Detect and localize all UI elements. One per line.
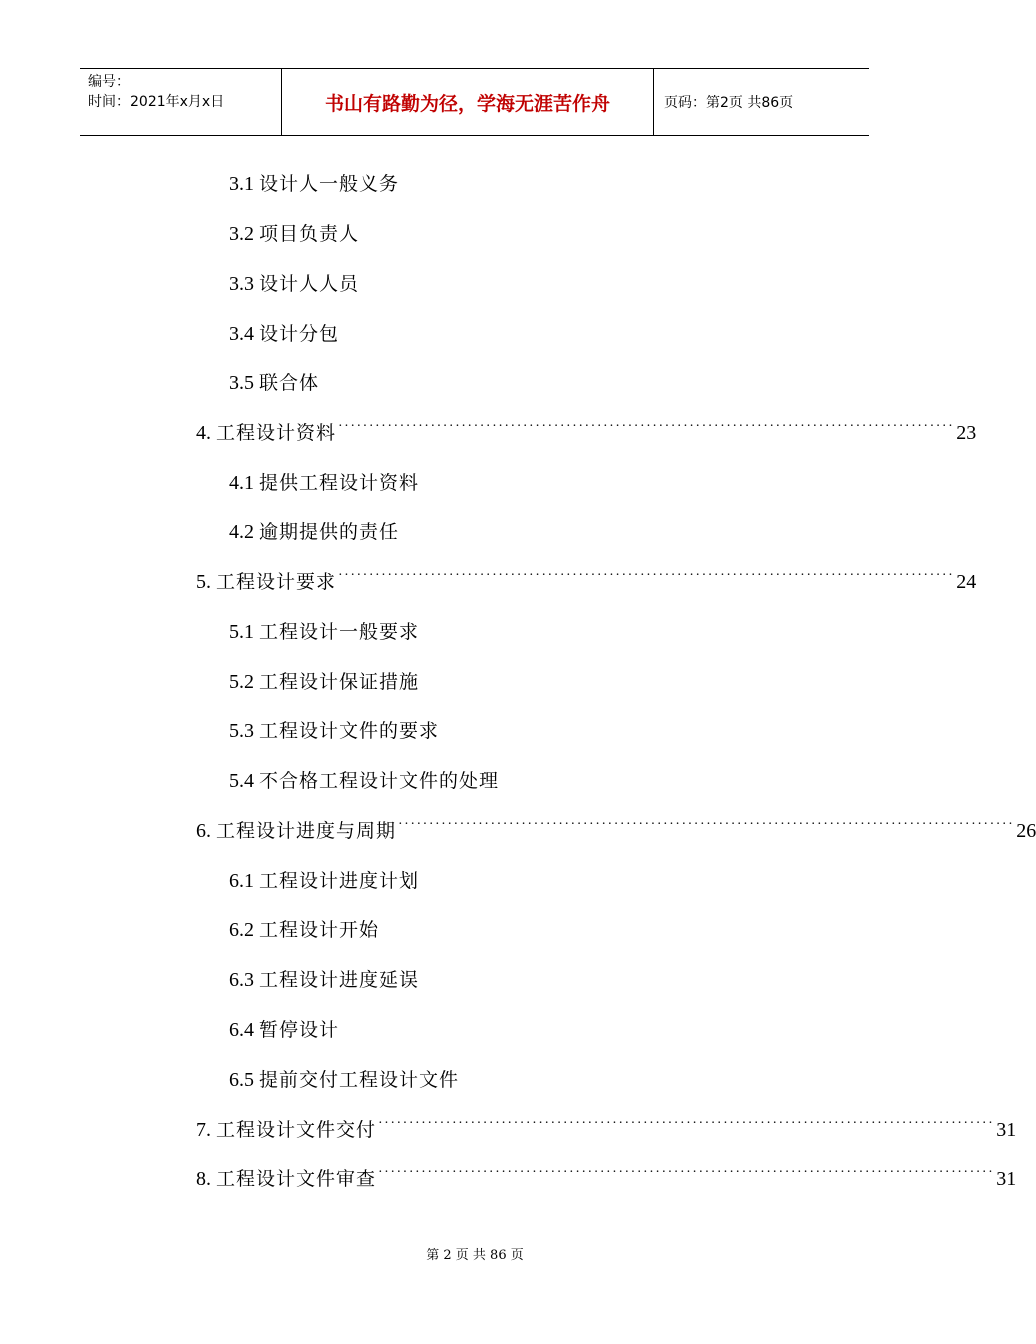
- toc-entry[interactable]: [229, 468, 419, 498]
- toc-entry-title: 逾期提供的责任: [259, 521, 400, 543]
- toc-entry[interactable]: [229, 667, 419, 697]
- toc-entry-number: 5.4: [229, 770, 254, 792]
- toc-entry-number: 3.4: [229, 323, 254, 345]
- toc-entry[interactable]: [229, 617, 419, 647]
- toc-entry-title: 设计人一般义务: [259, 173, 400, 195]
- number-label: 编号：: [88, 74, 130, 90]
- page-header: [80, 68, 869, 136]
- toc-entry-title: 工程设计文件的要求: [259, 720, 440, 742]
- toc-entry-number: 8.: [196, 1168, 211, 1190]
- toc-entry-number: 6.3: [229, 969, 254, 991]
- toc-entry-page: 23: [956, 422, 977, 444]
- toc-entry-page: 24: [956, 571, 977, 593]
- toc-entry-number: 6.5: [229, 1069, 254, 1091]
- toc-chapter-entry[interactable]: [196, 816, 1036, 846]
- toc-entry[interactable]: [229, 169, 399, 199]
- toc-entry[interactable]: [229, 915, 379, 945]
- toc-entry-title: 工程设计文件交付: [216, 1119, 377, 1141]
- toc-entry-number: 6.: [196, 820, 211, 842]
- toc-entry-title: 工程设计文件审查: [216, 1168, 377, 1190]
- toc-entry-title: 工程设计要求: [216, 571, 337, 593]
- toc-entry-title: 工程设计开始: [259, 919, 380, 941]
- toc-entry-page: 31: [996, 1119, 1017, 1141]
- leader-dots: ····································································································: [338, 419, 955, 434]
- toc-entry-number: 4.2: [229, 521, 254, 543]
- toc-entry-number: 3.5: [229, 372, 254, 394]
- leader-dots: ····································································································: [378, 1165, 995, 1180]
- toc-entry[interactable]: [229, 866, 419, 896]
- toc-entry[interactable]: [229, 766, 499, 796]
- toc-entry-page: 31: [996, 1168, 1017, 1190]
- toc-entry[interactable]: [229, 716, 439, 746]
- toc-entry-number: 7.: [196, 1119, 211, 1141]
- toc-chapter-entry[interactable]: [196, 418, 977, 448]
- toc-chapter-entry[interactable]: [196, 1164, 1017, 1194]
- toc-entry-title: 工程设计进度计划: [259, 870, 420, 892]
- toc-entry-number: 5.3: [229, 720, 254, 742]
- header-motto: 书山有路勤为径，学海无涯苦作舟: [282, 69, 654, 135]
- toc-entry-title: 工程设计资料: [216, 422, 337, 444]
- toc-entry-number: 3.2: [229, 223, 254, 245]
- toc-entry-title: 设计人人员: [259, 273, 360, 295]
- toc-entry-title: 工程设计进度延误: [259, 969, 420, 991]
- leader-dots: ····································································································: [378, 1116, 995, 1131]
- leader-dots: ····································································································: [338, 568, 955, 583]
- toc-entry-number: 6.4: [229, 1019, 254, 1041]
- toc-entry-number: 3.1: [229, 173, 254, 195]
- toc-entry-title: 提前交付工程设计文件: [259, 1069, 460, 1091]
- toc-entry-number: 5.1: [229, 621, 254, 643]
- toc-entry[interactable]: [229, 269, 359, 299]
- toc-entry-number: 4.1: [229, 472, 254, 494]
- toc-entry-title: 工程设计一般要求: [259, 621, 420, 643]
- toc-entry-title: 提供工程设计资料: [259, 472, 420, 494]
- toc-chapter-entry[interactable]: [196, 1115, 1017, 1145]
- toc-entry[interactable]: [229, 219, 359, 249]
- toc-entry[interactable]: [229, 319, 339, 349]
- toc-entry-number: 6.1: [229, 870, 254, 892]
- toc-entry[interactable]: [229, 517, 399, 547]
- toc-entry-number: 3.3: [229, 273, 254, 295]
- toc-entry-title: 不合格工程设计文件的处理: [259, 770, 500, 792]
- toc-chapter-entry[interactable]: [196, 567, 977, 597]
- toc-entry[interactable]: [229, 1065, 459, 1095]
- toc-entry-title: 工程设计保证措施: [259, 671, 420, 693]
- toc-entry-title: 联合体: [259, 372, 320, 394]
- toc-entry-title: 项目负责人: [259, 223, 360, 245]
- header-page-info: 页码：第2页 共86页: [664, 95, 794, 111]
- toc-entry[interactable]: [229, 1015, 339, 1045]
- toc-entry-page: 26: [1016, 820, 1036, 842]
- toc-entry[interactable]: [229, 368, 319, 398]
- toc-entry-title: 设计分包: [259, 323, 340, 345]
- toc-entry-number: 4.: [196, 422, 211, 444]
- header-meta: [80, 69, 282, 135]
- toc-entry-number: 5.: [196, 571, 211, 593]
- leader-dots: ····································································································: [398, 817, 1015, 832]
- toc-entry-number: 6.2: [229, 919, 254, 941]
- toc-entry-number: 5.2: [229, 671, 254, 693]
- toc-entry-title: 暂停设计: [259, 1019, 340, 1041]
- time-label: 时间：2021年x月x日: [88, 94, 225, 110]
- toc-entry[interactable]: [229, 965, 419, 995]
- page-footer: 第 2 页 共 86 页: [426, 1248, 524, 1263]
- toc-entry-title: 工程设计进度与周期: [216, 820, 397, 842]
